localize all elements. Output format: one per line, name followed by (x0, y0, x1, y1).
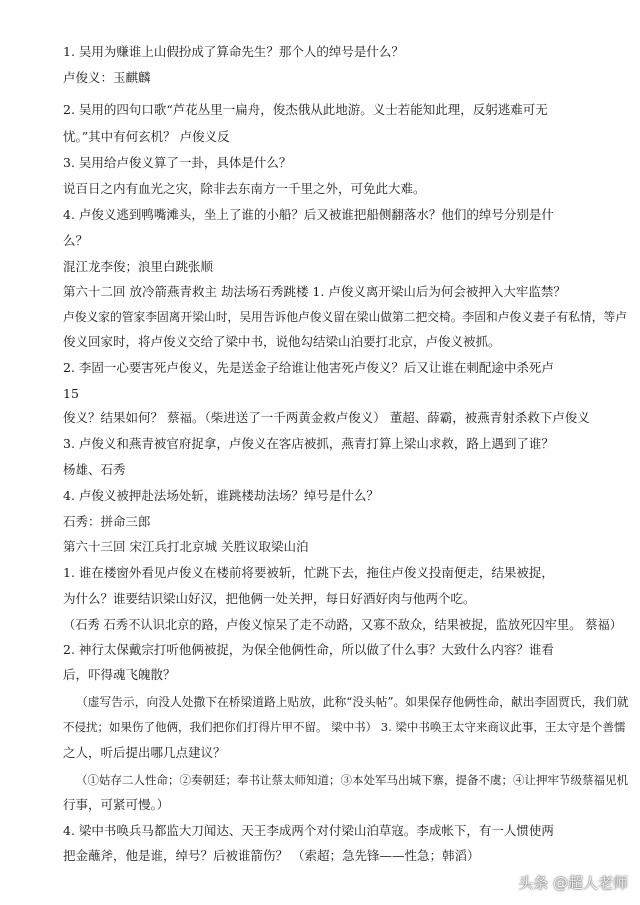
answer-62-3-line: 杨雄、石秀 (63, 462, 126, 477)
question-63-1-line: 1. 谁在楼窗外看见卢俊义在楼前将要被斩，忙跳下去，拖住卢俊义投南便走，结果被捉， (63, 565, 554, 580)
answer-1-line: 卢俊义：玉麒麟 (63, 70, 151, 85)
question-63-2-line: 2. 神行太保戴宗打听他俩被捉，为保全他俩性命，所以做了什么事？大致什么内容？谁看 (63, 642, 554, 657)
question-63-1-continued-line: 为什么？谁要结识梁山好汉，把他俩一处关押，每日好酒好肉与他两个吃。 (63, 591, 476, 606)
chapter-63-heading: 第六十三回 宋江兵打北京城 关胜议取梁山泊 (63, 539, 309, 554)
page-number: 15 (63, 386, 79, 401)
question-2-continued-line: 忧。”其中有何玄机？ 卢俊义反 (63, 129, 230, 144)
question-2-line: 2. 吴用的四句口歌“芦花丛里一扁舟，俊杰俄从此地游。义士若能知此理，反躬逃难可无 (63, 102, 548, 117)
answer-63-1-line: （石秀 石秀不认识北京的路，卢俊义惊呆了走不动路，又寡不敌众，结果被捉，监放死囚牢里。 蔡福） (63, 618, 623, 632)
answer-4-line: 混江龙李俊；浪里白跳张顺 (63, 259, 214, 274)
answer-62-4-line: 石秀：拼命三郎 (63, 514, 151, 529)
answer-63-3-line: （①姑存二人性命；②奏朝廷；奉书让蔡太师知道；③本处军马出城下寨，提备不虞；④让押牢节级蔡福见机 (76, 773, 628, 787)
question-63-4-line: 4. 梁中书唤兵马都监大刀闻达、天王李成两个对付梁山泊草寇。李成帐下，有一人惯使两 (63, 823, 554, 838)
watermark: 头条 @超人老师 (518, 874, 628, 892)
question-4-continued-line: 么？ (63, 233, 89, 248)
answer-63-2-continued-line: 不侵扰；如果伤了他俩，我们把你们打得片甲不留。 梁中书） 3. 梁中书唤王太守来商议此事，王太守是个善懦 (63, 720, 626, 734)
answer-3-line: 说百日之内有血光之灾，除非去东南方一千里之外，可免此大难。 (63, 181, 426, 196)
question-62-2-line: 2. 李固一心要害死卢俊义，先是送金子给谁让他害死卢俊义？后又让谁在刺配途中杀死卢 (63, 360, 554, 375)
chapter-62-heading: 第六十二回 放冷箭燕青救主 劫法场石秀跳楼 1. 卢俊义离开梁山后为何会被押入大牢监禁？ (63, 284, 566, 299)
question-4-line: 4. 卢俊义逃到鸭嘴滩头，坐上了谁的小船？后又被谁把船侧翻落水？他们的绰号分别是什 (63, 207, 554, 222)
answer-63-2-line: （虚写告示，向没人处撒下在桥梁道路上贴放，此称“没头帖”。如果保存他俩性命，献出李固贾氏，我们就 (76, 695, 629, 709)
answer-62-1-continued-line: 俊义回家时，将卢俊义交给了梁中书，说他勾结梁山泊要打北京，卢俊义被抓。 (63, 334, 501, 349)
answer-63-3-continued-line: 行事，可紧可慢。） (63, 797, 170, 812)
question-62-3-line: 3. 卢俊义和燕青被官府捉拿，卢俊义在客店被抓，燕青打算上梁山求救，路上遇到了谁？ (63, 436, 554, 451)
question-63-3-continued-line: 之人，听后提出哪几点建议？ (63, 745, 226, 760)
answer-62-1-line: 卢俊义家的管家李固离开梁山时，吴用告诉他卢俊义留在梁山做第二把交椅。李固和卢俊义妻子有私情，等卢 (63, 310, 627, 324)
question-1-line: 1. 吴用为赚谁上山假扮成了算命先生？那个人的绰号是什么？ (63, 44, 404, 59)
question-63-2-continued-line: 后，吓得魂飞魄散？ (63, 667, 176, 682)
question-63-4-continued-line: 把金蘸斧，他是谁，绰号？后被谁箭伤？ （索超；急先锋——性急；韩滔） (63, 848, 480, 863)
question-3-line: 3. 吴用给卢俊义算了一卦，具体是什么？ (63, 155, 292, 170)
question-62-4-line: 4. 卢俊义被押赴法场处斩，谁跳楼劫法场？绰号是什么？ (63, 488, 379, 503)
question-62-2-continued-line: 俊义？结果如何？ 蔡福。（柴进送了一千两黄金救卢俊义） 董超、薛霸，被燕青射杀救下卢俊义 (63, 410, 590, 425)
